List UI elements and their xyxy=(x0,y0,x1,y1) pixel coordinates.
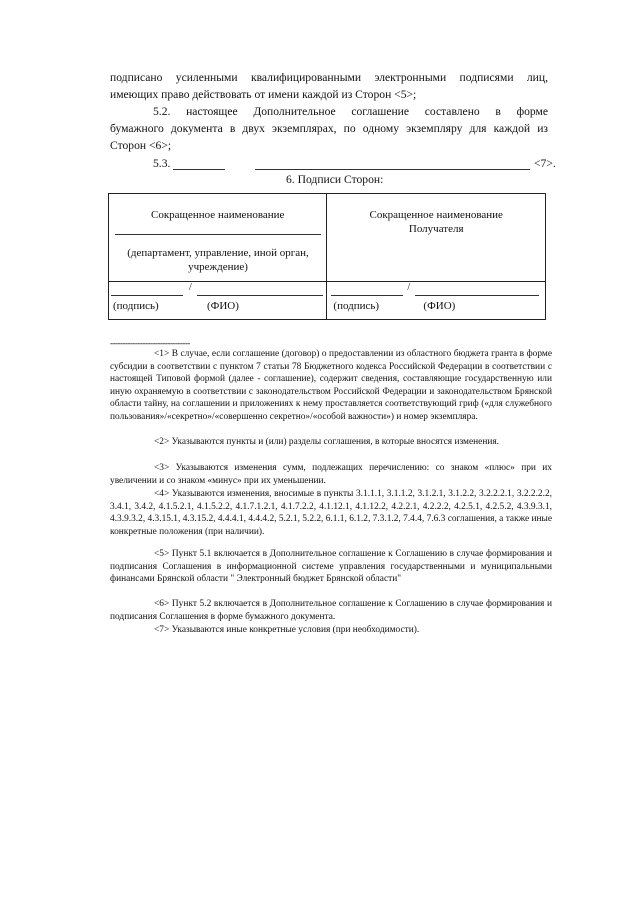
body-line-3: 5.2. настоящее Дополнительное соглашение составлено в форме xyxy=(153,105,548,118)
grantor-fio-line xyxy=(197,295,323,296)
signatures-heading: 6. Подписи Сторон: xyxy=(286,173,384,186)
recipient-signature-cell xyxy=(327,282,546,320)
body-line-4: бумажного документа в двух экземплярах, по одному экземпляру для каждой из xyxy=(110,122,548,135)
body-line-2: имеющих право действовать от имени каждой из Сторон <5>; xyxy=(110,88,417,101)
body-line-1: подписано усиленными квалифицированными электронными подписями лиц, xyxy=(110,71,548,84)
grantor-subtitle: (департамент, управление, иной орган, учреждение) xyxy=(127,247,309,273)
recipient-cell xyxy=(327,194,546,282)
blank-line-long xyxy=(255,169,530,170)
recipient-slash: / xyxy=(407,282,411,293)
footnote-7: <7> Указываются иные конкретные условия (при необходимости). xyxy=(154,625,420,635)
footnote-ref-7: <7>. xyxy=(534,157,556,170)
footnote-4: <4> Указываются изменения, вносимые в пункты 3.1.1.1, 3.1.1.2, 3.1.2.1, 3.1.2.2, 3.2.2.2.1, 3.2.2.2.2, 3.4.1, 3.4.2, 4.1.5.2.1, 4.1.5.2.2, 4.1.7.1.2.1, 4.1.7.2.2, 4.1.12.1, 4.1.12.2, 4.2.2.1, 4.2.2.2, 4.2.5.1, 4.2.5.2, 4.3.9.3.1, 4.3.9.3.2, 4.3.15.1, 4.3.15.2, 4.4.4.1, 4.4.4.2, 5.2.1, 5.2.2, 6.1.1, 6.1.2, 7.3.1.2, 7.4.4, 7.6.3 соглашения, а также иные конкретные положения (при наличии). xyxy=(110,489,552,537)
body-line-5: Сторон <6>; xyxy=(110,139,172,152)
footnote-5: <5> Пункт 5.1 включается в Дополнительное соглашение к Соглашению в случае формирования и подписания Соглашения в информационной системе управления государственными и муниципальными финансами Брянской области " Электронный бюджет Брянской области" xyxy=(110,549,552,585)
signatures-table xyxy=(108,193,546,320)
grantor-sign-line xyxy=(111,295,183,296)
recipient-fio-label: (ФИО) xyxy=(423,300,456,312)
recipient-name: Сокращенное наименование Получателя xyxy=(369,209,503,235)
grantor-sign-label: (подпись) xyxy=(113,300,159,312)
footnote-2: <2> Указываются пункты и (или) разделы соглашения, в которые вносятся изменения. xyxy=(154,437,500,447)
footnote-1: <1> В случае, если соглашение (договор) о предоставлении из областного бюджета гранта в форме субсидии в соответствии с пунктом 7 статьи 78 Бюджетного кодекса Российской Федерации в соответствии с настоящей Типовой формой (далее - соглашение), содержит сведения, составляющие государственную или иную охраняемую в соответствии с законодательством Российской Федерации и законодательством Брянской области тайну, на соглашении и приложениях к нему проставляется соответствующий гриф («для служебного пользования»/«секретно»/«совершенно секретно»/«особой важности») и номер экземпляра. xyxy=(110,349,552,422)
grantor-name: Сокращенное наименование xyxy=(150,209,285,221)
recipient-sign-label: (подпись) xyxy=(333,300,380,312)
grantor-name-line xyxy=(115,234,321,235)
footnote-6: <6> Пункт 5.2 включается в Дополнительное соглашение к Соглашению в случае формирования и подписания Соглашения в форме бумажного документа. xyxy=(110,599,552,622)
item-5-3-number: 5.3. xyxy=(153,157,171,170)
recipient-fio-line xyxy=(415,295,539,296)
grantor-slash: / xyxy=(189,282,192,293)
grantor-cell xyxy=(109,194,327,282)
footnote-separator: -------------------------------- xyxy=(110,338,190,348)
grantor-fio-label: (ФИО) xyxy=(207,300,239,312)
blank-line-short xyxy=(173,169,225,170)
footnote-3: <3> Указываются изменения сумм, подлежащих перечислению: со знаком «плюс» при их увеличении и со знаком «минус» при их уменьшении. xyxy=(110,463,552,486)
grantor-signature-cell xyxy=(109,282,327,320)
recipient-sign-line xyxy=(331,295,403,296)
